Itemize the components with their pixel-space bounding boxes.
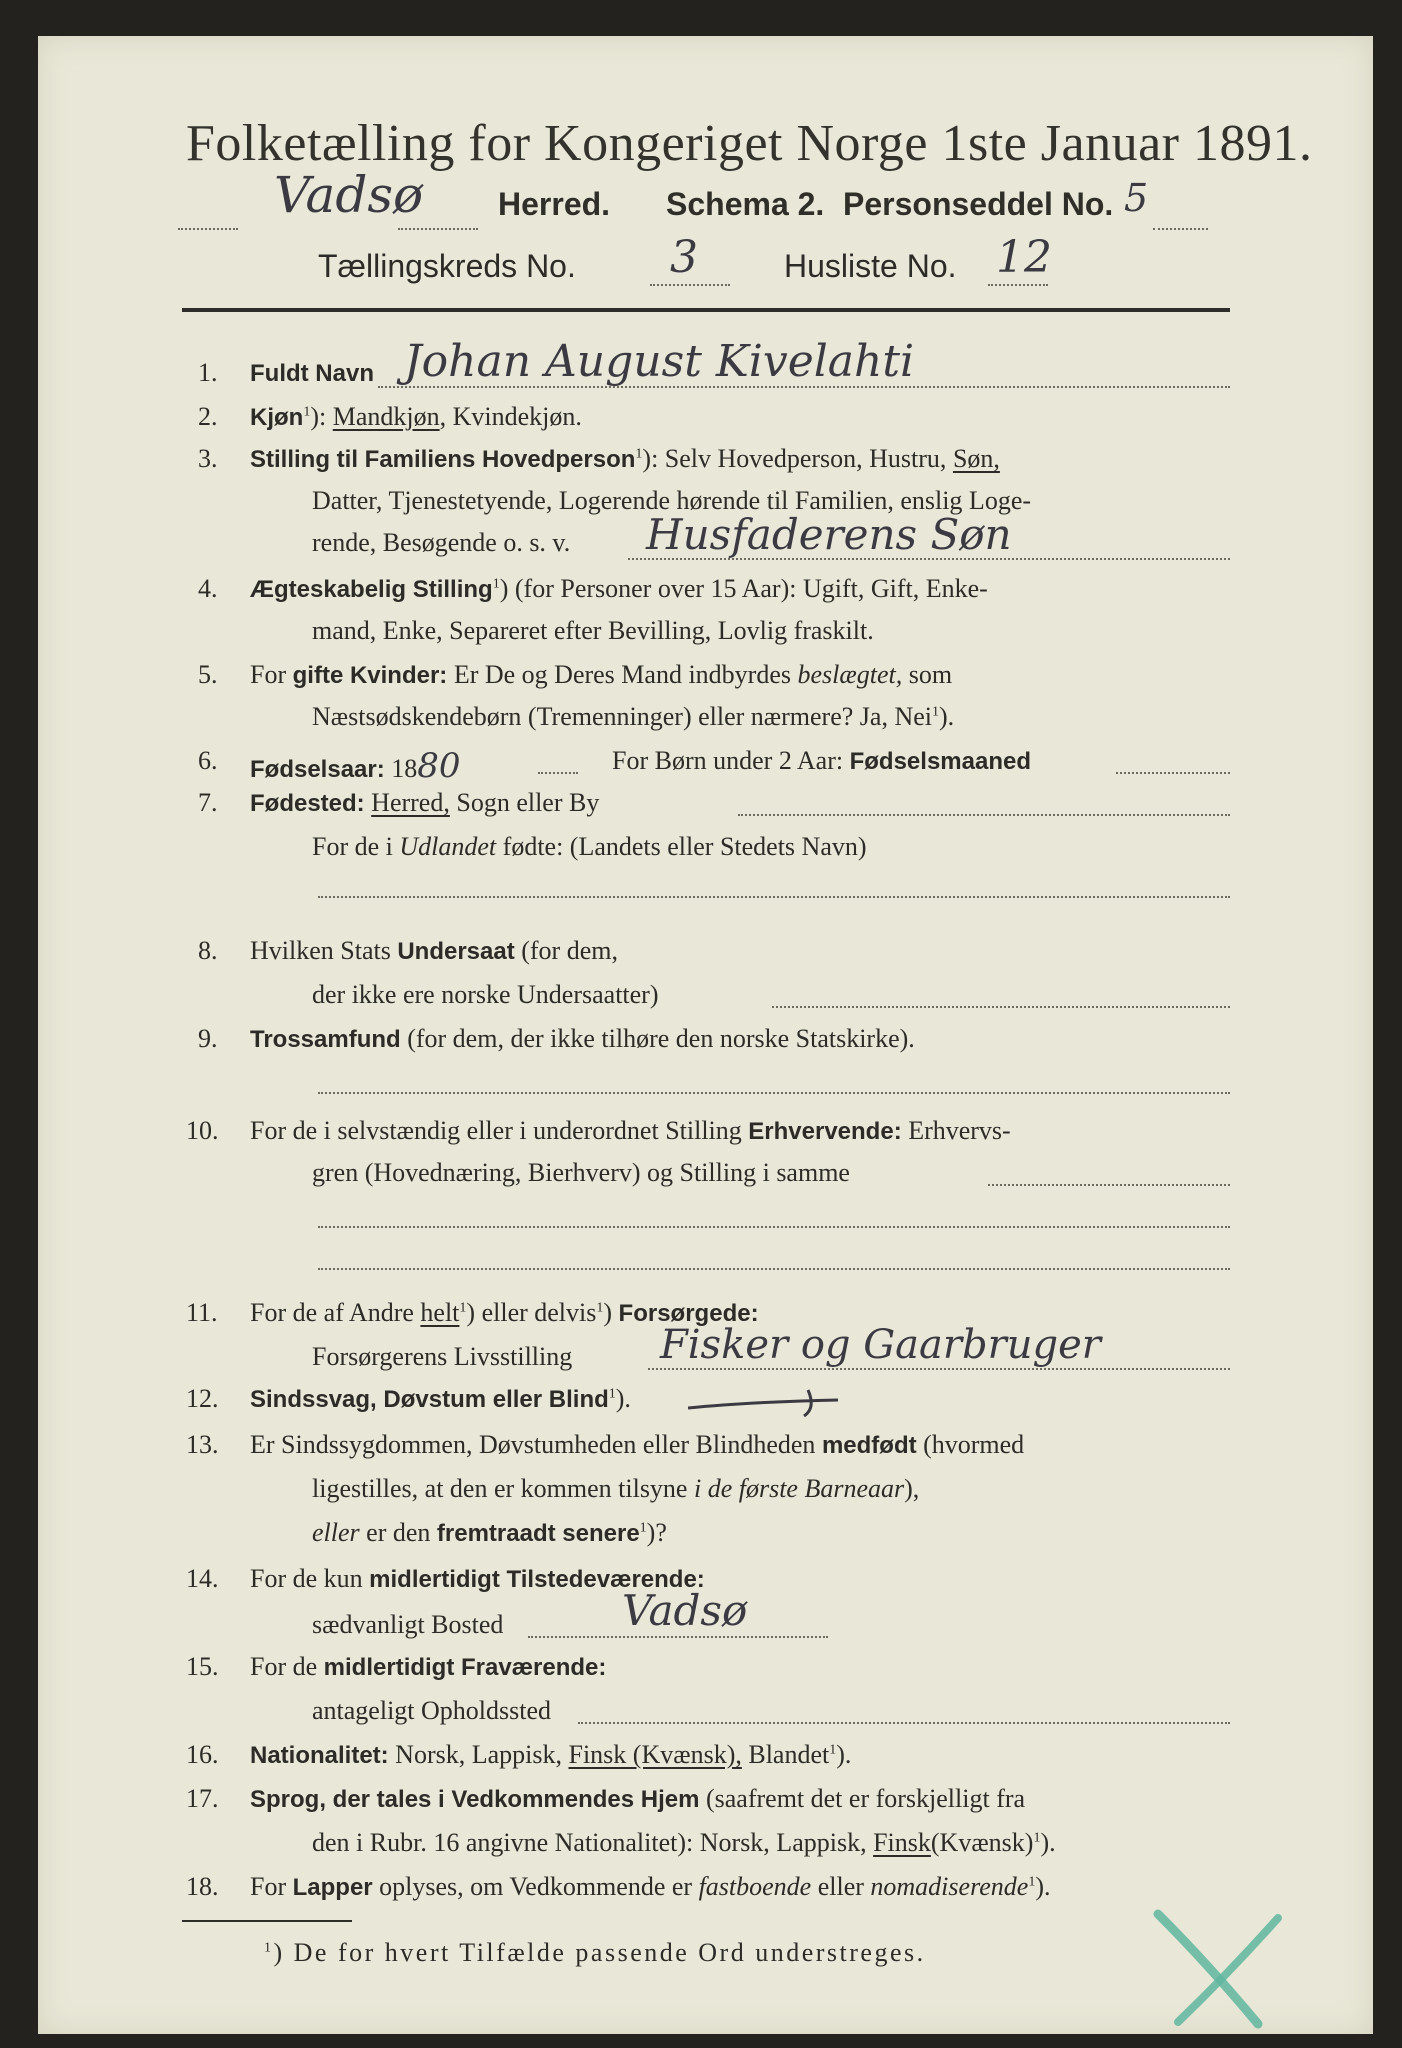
census-form [38, 36, 1373, 2034]
header-rule [182, 308, 1230, 312]
q15-line1: For de midlertidigt Fraværende: [250, 1652, 607, 1681]
husliste-handwriting: 12 [996, 232, 1052, 283]
q8-line1: Hvilken Stats Undersaat (for dem, [250, 936, 618, 965]
q16-line: Nationalitet: Norsk, Lappisk, Finsk (Kvænsk), Blandet$^1$). [250, 1740, 852, 1769]
q14-line2: sædvanligt Bosted [312, 1610, 504, 1639]
personseddel-label: Personseddel No. [843, 186, 1114, 222]
q16-option-finsk: Finsk (Kvænsk), [568, 1740, 742, 1769]
q12-number: 12. [186, 1384, 219, 1413]
q12-handwritten-stroke [688, 1380, 848, 1420]
q8-line2: der ikke ere norske Undersaatter) [312, 980, 659, 1009]
q17-number: 17. [186, 1784, 219, 1813]
q1-number: 1. [198, 358, 218, 387]
q10-line2: gren (Hovednæring, Bierhverv) og Stilling i samme [312, 1158, 850, 1187]
q13-line1: Er Sindssygdommen, Døvstumheden eller Blindheden medfødt (hvormed [250, 1430, 1025, 1459]
q6-handwriting: 80 [417, 746, 461, 786]
q7-line2: For de i Udlandet fødte: (Landets eller Stedets Navn) [312, 832, 867, 861]
q10-number: 10. [186, 1116, 219, 1145]
q14-line1: For de kun midlertidigt Tilstedeværende: [250, 1564, 705, 1593]
footnote-rule [182, 1920, 352, 1922]
q2-number: 2. [198, 402, 218, 431]
q13-line2: ligestilles, at den er kommen tilsyne i de første Barneaar), [312, 1474, 920, 1503]
q3-line1: Stilling til Familiens Hovedperson$^1$): Selv Hovedperson, Hustru, Søn, [250, 444, 1000, 473]
q4-number: 4. [198, 574, 218, 603]
q3-number: 3. [198, 444, 218, 473]
schema-label: Schema 2. [666, 186, 825, 222]
q5-line2: Næstsødskendebørn (Tremenninger) eller nærmere? Ja, Nei$^1$). [312, 702, 955, 731]
q7-number: 7. [198, 788, 218, 817]
q4-line1: Ægteskabelig Stilling$^1$) (for Personer over 15 Aar): Ugift, Gift, Enke- [250, 574, 988, 603]
q16-number: 16. [186, 1740, 219, 1769]
q12-line: Sindssvag, Døvstum eller Blind$^1$). [250, 1384, 631, 1413]
q6-number: 6. [198, 746, 218, 775]
q13-number: 13. [186, 1430, 219, 1459]
q1-label: Fuldt Navn [250, 360, 374, 387]
q17-option-finsk: Finsk [873, 1828, 931, 1857]
husliste-label: Husliste No. [784, 248, 957, 284]
q3-line2: Datter, Tjenestetyende, Logerende hørende til Familien, enslig Loge- [312, 486, 1032, 515]
q17-line2: den i Rubr. 16 angivne Nationalitet): Norsk, Lappisk, Finsk(Kvænsk)$^1$). [312, 1828, 1056, 1857]
q14-number: 14. [186, 1564, 219, 1593]
q8-number: 8. [198, 936, 218, 965]
q3-option-son: Søn, [952, 444, 1000, 473]
q3-line3: rende, Besøgende o. s. v. [312, 528, 571, 557]
q5-number: 5. [198, 660, 218, 689]
q2-line: Kjøn$^1$): Mandkjøn, Kvindekjøn. [250, 402, 582, 431]
q14-handwriting: Vadsø [622, 1586, 748, 1635]
q7-option-herred: Herred, [371, 788, 450, 817]
q18-line: For Lapper oplyses, om Vedkommende er fastboende eller nomadiserende$^1$). [250, 1872, 1051, 1901]
q6-line: Fødselsaar: 1880 [250, 746, 461, 786]
q5-line1: For gifte Kvinder: Er De og Deres Mand indbyrdes beslægtet, som [250, 660, 953, 689]
herred-label: Herred. [498, 186, 611, 222]
q11-line1: For de af Andre helt$^1$) eller delvis$^1$) Forsørgede: [250, 1298, 759, 1327]
q4-line2: mand, Enke, Separeret efter Bevilling, Lovlig fraskilt. [312, 616, 874, 645]
q15-number: 15. [186, 1652, 219, 1681]
q3-handwriting: Husfaderens Søn [646, 510, 1012, 559]
q9-line: Trossamfund (for dem, der ikke tilhøre den norske Statskirke). [250, 1024, 915, 1053]
q15-line2: antageligt Opholdssted [312, 1696, 552, 1725]
q1-handwriting: Johan August Kivelahti [404, 336, 915, 387]
q18-number: 18. [186, 1872, 219, 1901]
q10-line1: For de i selvstændig eller i underordnet Stilling Erhvervende: Erhvervs- [250, 1116, 1011, 1145]
q11-option-helt: helt [420, 1298, 460, 1327]
herred-handwriting: Vadsø [274, 166, 424, 224]
q9-number: 9. [198, 1024, 218, 1053]
q11-line2: Forsørgerens Livsstilling [312, 1342, 573, 1371]
footnote: $^1$) De for hvert Tilfælde passende Ord understreges. [264, 1938, 926, 1967]
kreds-label: Tællingskreds No. [318, 248, 576, 284]
q11-handwriting: Fisker og Gaarbruger [660, 1322, 1101, 1368]
green-cross-mark [1138, 1904, 1298, 2034]
q6-infant-label: For Børn under 2 Aar: Fødselsmaaned [612, 746, 1031, 775]
form-title: Folketælling for Kongeriget Norge 1ste Januar 1891. [186, 115, 1313, 172]
kreds-handwriting: 3 [670, 232, 698, 283]
q13-line3: eller er den fremtraadt senere$^1$)? [312, 1518, 667, 1547]
q2-option-mandkjon: Mandkjøn [332, 402, 440, 431]
personseddel-handwriting: 5 [1124, 176, 1149, 220]
q17-line1: Sprog, der tales i Vedkommendes Hjem (saafremt det er forskjelligt fra [250, 1784, 1026, 1813]
q7-line1: Fødested: Herred, Sogn eller By [250, 788, 600, 817]
q11-number: 11. [186, 1298, 218, 1327]
